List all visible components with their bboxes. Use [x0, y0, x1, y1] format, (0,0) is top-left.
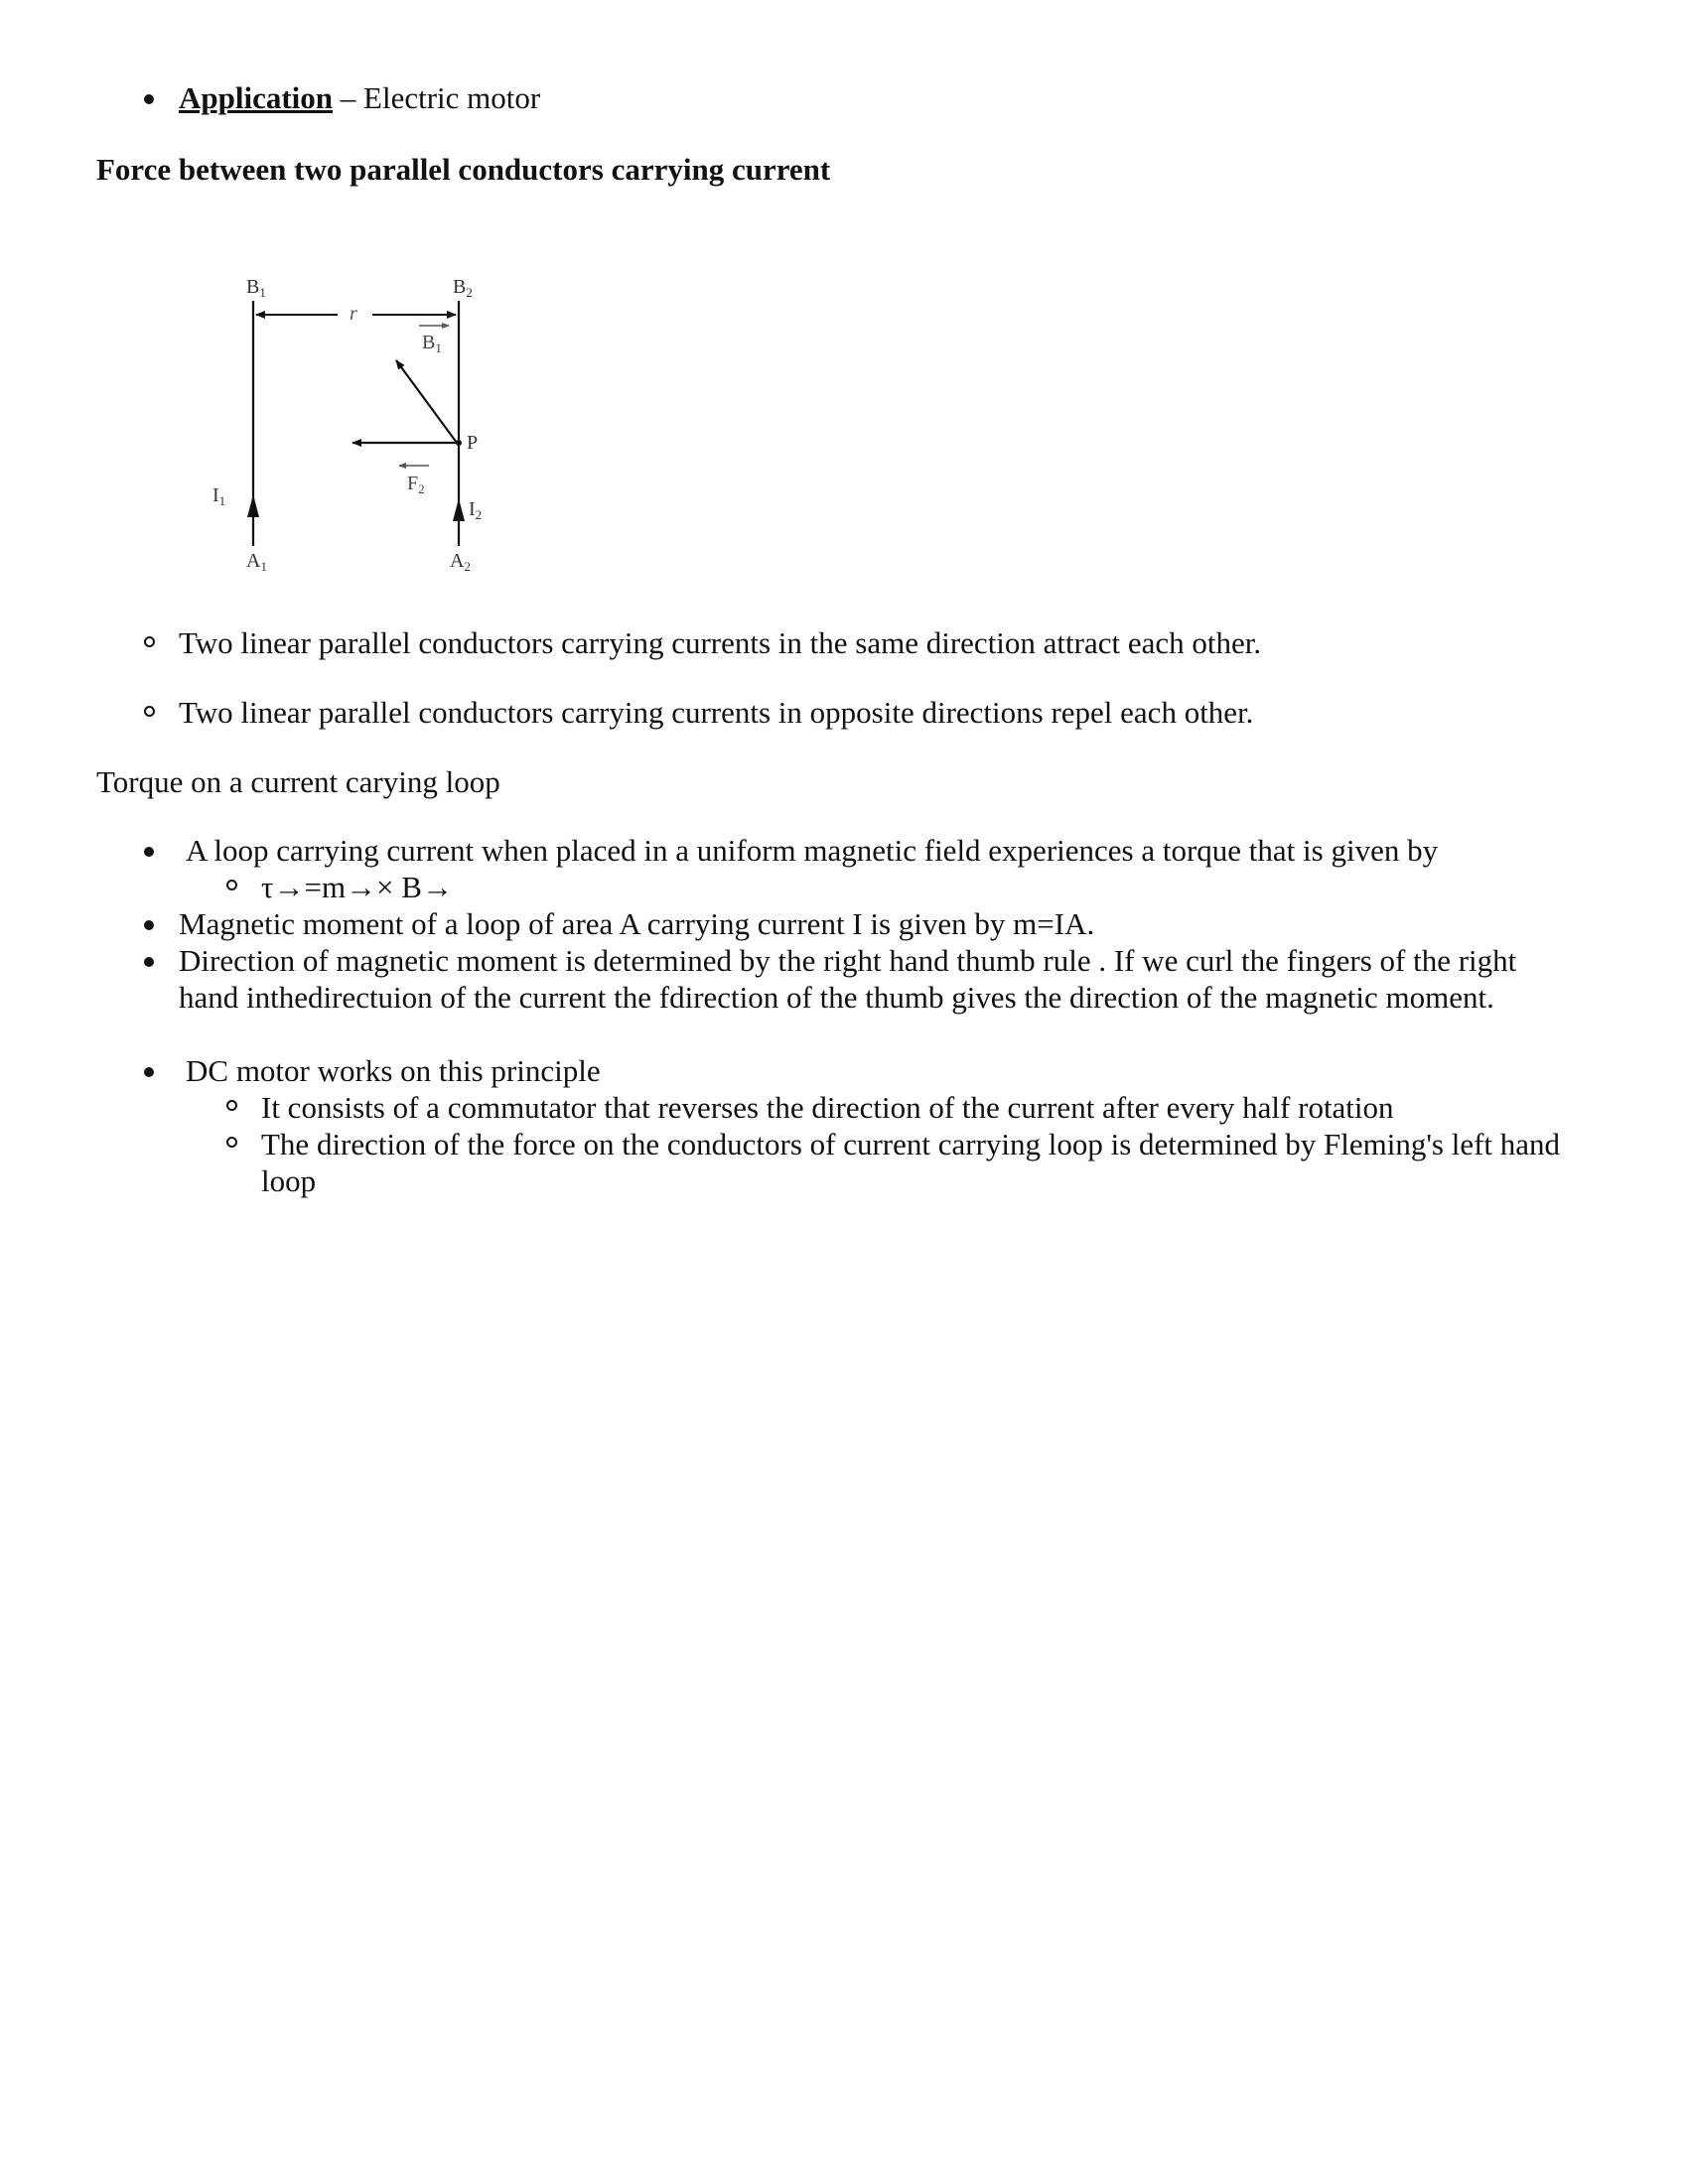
label-b1: $B_1$	[246, 276, 266, 300]
current-2-arrow	[453, 498, 465, 521]
torque-formula: τ→=m→× B→	[261, 870, 453, 904]
bullet	[144, 847, 154, 857]
torque-point-2: Magnetic moment of a loop of area A carrying current I is given by m=IA.	[179, 906, 1095, 941]
force-point-1: Two linear parallel conductors carrying currents in the same direction attract each other.	[179, 625, 1262, 660]
label-a1: $A_1$	[246, 550, 267, 574]
force-point-2: Two linear parallel conductors carrying currents in opposite directions repel each other.	[179, 695, 1254, 730]
application-label[interactable]: Application	[179, 80, 334, 115]
label-field: $B_1$	[422, 332, 442, 355]
circle-bullet	[226, 880, 237, 890]
field-arrow	[396, 360, 457, 443]
label-r: r	[350, 303, 357, 325]
torque-point-4: DC motor works on this principle	[186, 1053, 601, 1088]
torque-point-4-sub-2: The direction of the force on the conductors of current carrying loop is determined by Fleming's left hand loop	[261, 1127, 1561, 1198]
torque-point-3: Direction of magnetic moment is determined by the right hand thumb rule . If we curl the fingers of the right hand inthedirectuion of the current the fdirection of the thumb gives the direction of the magnetic moment.	[179, 943, 1517, 1015]
label-b2: $B_2$	[453, 276, 473, 300]
force-heading: Force between two parallel conductors carrying current	[96, 152, 831, 187]
circle-bullet	[226, 1100, 237, 1111]
torque-point-4-sub-1: It consists of a commutator that reverses the direction of the current after every half rotation	[261, 1090, 1394, 1125]
label-p: P	[467, 432, 479, 454]
label-i2: $I_2$	[469, 498, 483, 522]
bullet	[144, 94, 154, 104]
bullet	[144, 920, 154, 930]
parallel-conductors-figure	[199, 253, 516, 596]
bullet	[144, 1067, 154, 1077]
circle-bullet	[144, 636, 155, 647]
label-i1: $I_1$	[212, 484, 226, 508]
current-1-arrow	[247, 494, 259, 517]
label-a2: $A_2$	[450, 550, 471, 574]
circle-bullet	[226, 1137, 237, 1148]
torque-heading: Torque on a current carying loop	[96, 764, 500, 799]
label-force: $F_2$	[407, 473, 425, 496]
application-text: – Electric motor	[333, 80, 541, 115]
circle-bullet	[144, 706, 155, 717]
point-p	[456, 440, 462, 446]
torque-point-1: A loop carrying current when placed in a uniform magnetic field experiences a torque that is given by	[186, 833, 1439, 868]
application-line	[179, 79, 540, 116]
bullet	[144, 957, 154, 967]
